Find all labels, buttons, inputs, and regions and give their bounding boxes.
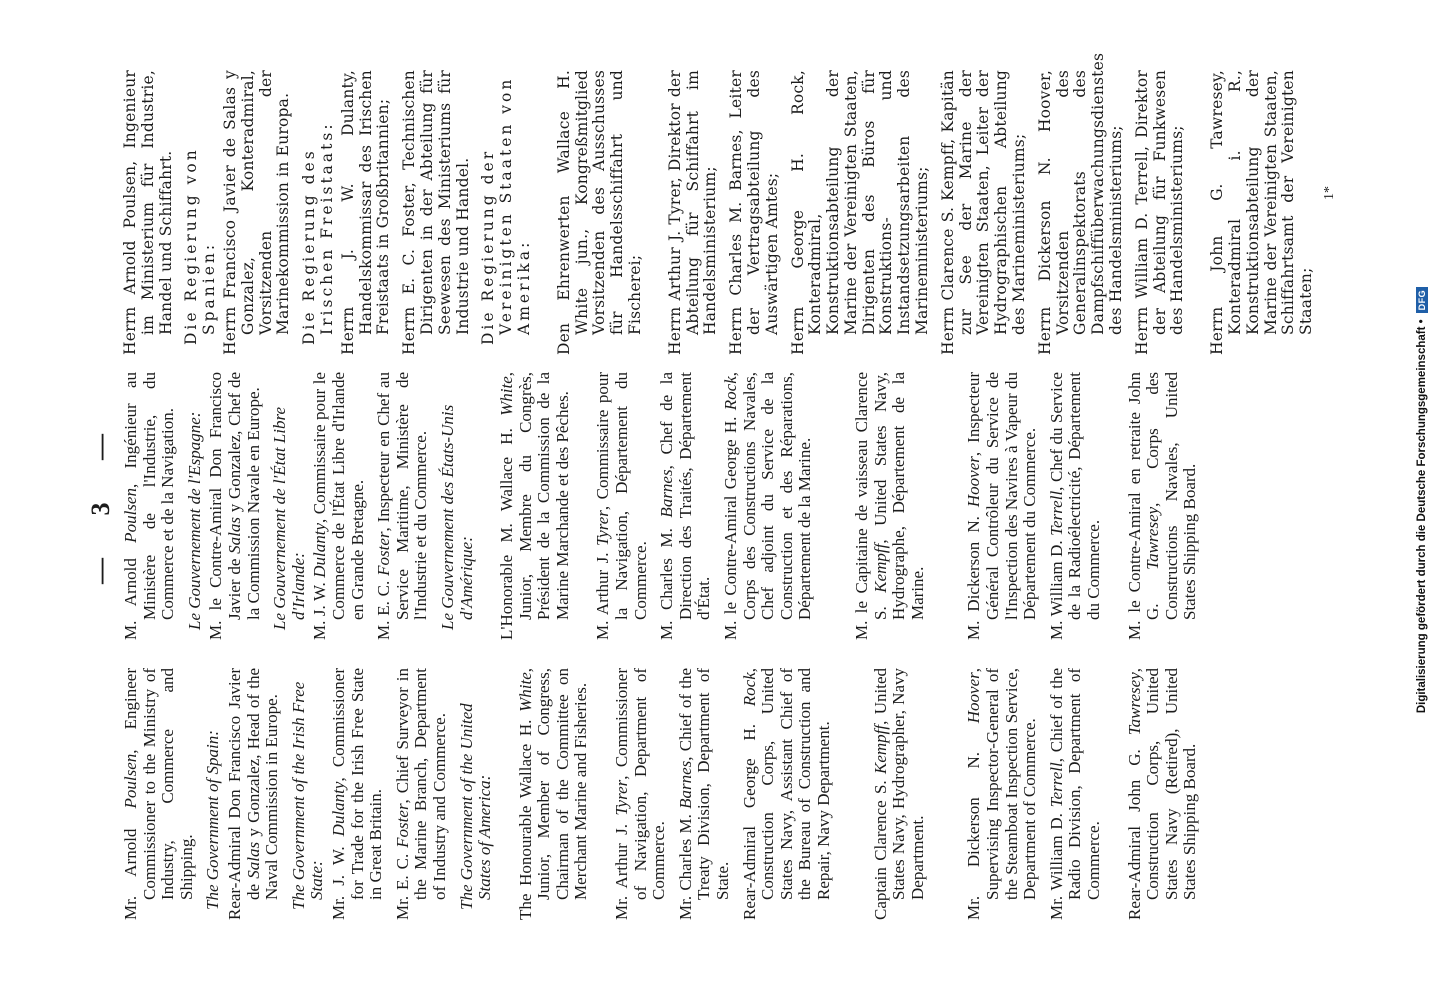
entry-salas: Herrn Francisco Javier de Salas y Gonzalez, Konteradmiral, Vorsitzenden der Marinekommission in Europa. [220, 70, 293, 355]
heading-united-states: The Government of the United States of America: [456, 703, 495, 910]
entry-tawresey: Herrn John G. Tawresey, Konteradmiral i. R., Konstruktionsabteilung der Marine der Vereinigten Staaten, Schiffahrtsamt der Vereinigten Staaten; [1208, 70, 1316, 355]
entry-terrell: Mr. William D. Terrell, Chief of the Radio Division, Department of Commerce. [1046, 668, 1103, 920]
entry-hoover: Herrn Dickerson N. Hoover, Vorsitzenden des Generalinspektorats des Dampfschiffüberwachungsdienstes des Handelsministeriums; [1035, 52, 1126, 355]
heading-irish-free-state: The Government of the Irish Free State: [288, 681, 327, 910]
entry-dulanty: M. J. W. Dulanty, Commissaire pour le Commerce de l'État Libre d'Irlande en Grande Bretagne. [310, 372, 367, 640]
entry-tyrer: Herrn Arthur J. Tyrer, Direktor der Abteilung für Schiffahrt im Handelsministerium; [665, 70, 720, 355]
entry-rock: Herrn George H. Rock, Konteradmiral, Konstruktionsabteilung der Marine der Vereinigten Staaten, Dirigenten des Büros für Konstruktions- und Instandsetzungsarbeiten des Marineministeriums; [788, 70, 932, 355]
heading-irish-free-state: Le Gouvernement de l'État Libre d'Irlande: [270, 406, 308, 630]
digitization-credit [1410, 0, 1434, 1000]
entry-barnes: M. Charles M. Barnes, Chef de la Direction des Traités, Département d'État. [657, 372, 714, 640]
entry-tyrer: Mr. Arthur J. Tyrer, Commissioner of Navigation, Department of Commerce. [612, 667, 669, 920]
entry-terrell: Herrn William D. Terrell, Direktor der Abteilung für Funkwesen des Handelsministeriums; [1132, 70, 1187, 355]
heading-united-states: Le Gouvernement des États-Unis d'Amérique: [437, 404, 476, 630]
entry-dulanty: Mr. J. W. Dulanty, Commissioner for Trade for the Irish Free State in Great Britain. [328, 668, 386, 920]
entry-foster: Herrn E. C. Foster, Technischen Dirigenten in der Abteilung für Seewesen des Ministeriums für Industrie und Handel. [400, 70, 472, 355]
entry-hoover: M. Dickerson N. Hoover, Inspecteur Général Contrôleur du Service de l'Inspection des Navires à Vapeur du Département du Commerce. [964, 372, 1040, 640]
footnote-mark: 1* [1322, 186, 1337, 200]
entry-poulsen: Herrn Arnold Poulsen, Ingenieur im Ministerium für Industrie, Handel und Schiffahrt. [121, 70, 175, 355]
entry-dulanty: Herrn J. W. Dulanty, Handelskommissar des Irischen Freistaats in Großbritannien; [338, 70, 393, 355]
heading-irish-free-state: Die Regierung des Irischen Freistaats: [300, 121, 336, 345]
entry-poulsen: M. Arnold Poulsen, Ingénieur au Ministère de l'Industrie, du Commerce et de la Navigation. [121, 372, 178, 640]
dfg-logo: DFG [1416, 287, 1428, 314]
entry-white: Den Ehrenwerten Wallace H. White jun., Kongreßmitglied Vorsitzenden des Ausschusses für Handelsschiffahrt und Fischerei; [554, 70, 644, 355]
entry-foster: M. E. C. Foster, Inspecteur en Chef au Service Maritime, Ministère de l'Industrie et du Commerce. [374, 372, 431, 640]
english-column [122, 668, 1200, 920]
french-column [122, 372, 1200, 640]
entry-rock: M. le Contre-Amiral George H. Rock, Corps des Constructions Navales, Chef adjoint du Service de la Construction et des Réparations, Département de la Marine. [721, 372, 815, 640]
heading-spain: The Government of Spain: [203, 730, 223, 910]
digitization-note: Digitalisierung gefördert durch die Deutsche Forschungsgemeinschaft • [1416, 319, 1428, 714]
entry-salas: Rear-Admiral Don Francisco Javier de Salas y Gonzalez, Head of the Naval Commission in Europe. [224, 668, 282, 920]
entry-foster: Mr. E. C. Foster, Chief Surveyor in the Marine Branch, Department of Industry and Commerce. [392, 668, 449, 920]
entry-kempff: Herrn Clarence S. Kempff, Kapitän zur See der Marine der Vereinigten Staaten, Leiter der Hydrographischen Abteilung des Marineministeriums; [938, 70, 1029, 355]
entry-tawresey: M. le Contre-Amiral en retraite John G. Tawresey, Corps des Constructions Navales, United States Shipping Board. [1124, 371, 1200, 640]
entry-terrell: M. William D. Terrell, Chef du Service de la Radioélectricité, Département du Commerce. [1046, 372, 1103, 640]
heading-spain: Le Gouvernement de l'Espagne: [184, 411, 204, 630]
page-number: — 3 — [86, 416, 115, 584]
entry-tyrer: M. Arthur J. Tyrer, Commissaire pour la Navigation, Département du Commerce. [593, 372, 650, 640]
heading-spain: Die Regierung von Spanien: [182, 147, 219, 345]
entry-salas: M. le Contre-Amiral Don Francisco Javier de Salas y Gonzalez, Chef de la Commission Navale en Europe. [206, 372, 263, 640]
entry-hoover: Mr. Dickerson N. Hoover, Supervising Inspector-General of the Steamboat Inspection Service, Department of Commerce. [964, 668, 1040, 920]
entry-barnes: Mr. Charles M. Barnes, Chief of the Treaty Division, Department of State. [675, 667, 733, 920]
entry-kempff: M. le Capitaine de vaisseau Clarence S. Kempff, United States Navy, Hydrographe, Département de la Marine. [852, 372, 927, 640]
entry-tawresey: Rear-Admiral John G. Tawresey, Construction Corps, United States Navy (Retired), United States Shipping Board. [1124, 668, 1200, 920]
heading-united-states: Die Regierung der Vereinigten Staaten von Amerika: [479, 76, 533, 345]
entry-poulsen: Mr. Arnold Poulsen, Engineer Commissioner to the Ministry of Industry, Commerce and Shipping. [121, 667, 196, 920]
entry-barnes: Herrn Charles M. Barnes, Leiter der Vertragsabteilung des Auswärtigen Amtes; [727, 70, 781, 355]
entry-kempff: Captain Clarence S. Kempff, United States Navy, Hydrographer, Navy Department. [870, 668, 927, 920]
entry-rock: Rear-Admiral George H. Rock, Construction Corps, United States Navy, Assistant Chief of the Bureau of Construction and Repair, Navy Department. [739, 668, 833, 920]
entry-white: The Honourable Wallace H. White, Junior, Member of Congress, Chairman of the Committee on Merchant Marine and Fisheries. [515, 668, 591, 920]
entry-white: L'Honorable M. Wallace H. White, Junior, Membre du Congrès, Président de la Commission de la Marine Marchande et des Pêches. [497, 372, 572, 640]
german-column [121, 52, 1316, 355]
